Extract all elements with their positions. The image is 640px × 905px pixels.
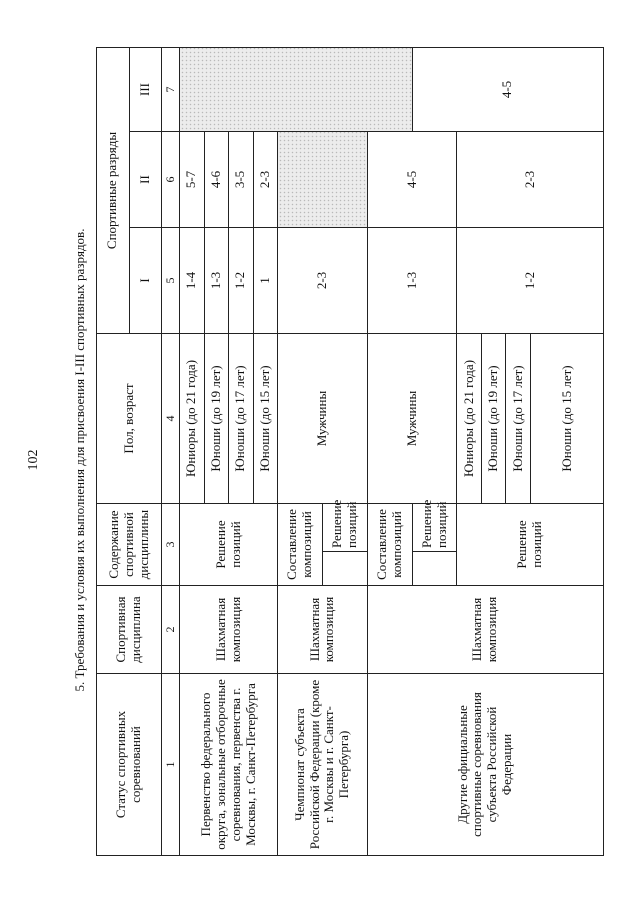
header-status bbox=[97, 674, 162, 856]
gender-age-cell: Юноши (до 19 лет) bbox=[481, 334, 505, 504]
discipline-cell: Шахматная композиция bbox=[180, 586, 278, 674]
header-rank-1: I bbox=[129, 228, 162, 334]
rank-1-cell: 1-3 bbox=[204, 228, 228, 334]
gender-age-cell: Мужчины bbox=[367, 334, 457, 504]
column-number-7: 7 bbox=[162, 47, 180, 131]
header-content-label: Содержание спортивной дисциплины bbox=[105, 509, 151, 580]
rank-1-cell: 1-2 bbox=[229, 228, 253, 334]
content-cell: Составление композиций bbox=[367, 504, 412, 586]
header-row bbox=[97, 47, 130, 855]
rank-2-shaded-cell bbox=[278, 132, 368, 228]
column-number-4: 4 bbox=[162, 334, 180, 504]
rank-3-shaded-cell bbox=[180, 47, 412, 131]
content-indent-cell bbox=[322, 552, 367, 586]
column-number-3: 3 bbox=[162, 504, 180, 586]
rank-1-cell: 1 bbox=[253, 228, 277, 334]
gender-age-cell: Юноши (до 19 лет) bbox=[204, 334, 228, 504]
rank-2-cell: 4-6 bbox=[204, 132, 228, 228]
header-status-label: Статус спортивных соревнований bbox=[113, 710, 144, 819]
column-number-6: 6 bbox=[162, 132, 180, 228]
rank-2-cell: 4-5 bbox=[367, 132, 457, 228]
header-discipline bbox=[97, 586, 162, 674]
requirements-table-container bbox=[96, 48, 604, 856]
rank-3-cell: 4-5 bbox=[412, 47, 603, 131]
column-number-row bbox=[162, 47, 180, 855]
status-cell: Другие официальные спортивные соревнования субъекта Российской Федерации bbox=[367, 674, 603, 856]
discipline-cell: Шахматная композиция bbox=[278, 586, 368, 674]
gender-age-cell: Юниоры (до 21 года) bbox=[457, 334, 481, 504]
content-cell: Решение позиций bbox=[322, 504, 367, 552]
rank-2-cell: 2-3 bbox=[457, 132, 604, 228]
rank-1-cell: 1-3 bbox=[367, 228, 457, 334]
content-cell: Составление композиций bbox=[278, 504, 323, 586]
table-row bbox=[367, 47, 412, 855]
gender-age-cell: Юноши (до 15 лет) bbox=[531, 334, 604, 504]
status-cell: Чемпионат субъекта Российской Федерации (кроме г. Москвы и г. Санкт-Петербурга) bbox=[278, 674, 368, 856]
requirements-table bbox=[96, 47, 604, 856]
content-cell: Решение позиций bbox=[412, 504, 457, 552]
content-cell: Решение позиций bbox=[457, 504, 604, 586]
gender-age-cell: Мужчины bbox=[278, 334, 368, 504]
column-number-5: 5 bbox=[162, 228, 180, 334]
header-rank-3: III bbox=[129, 47, 162, 131]
column-number-2: 2 bbox=[162, 586, 180, 674]
content-indent-cell bbox=[412, 552, 457, 586]
rank-2-cell: 5-7 bbox=[180, 132, 204, 228]
header-rank-2: II bbox=[129, 132, 162, 228]
header-gender-age bbox=[97, 334, 162, 504]
header-ranks-label: Спортивные разряды bbox=[104, 131, 120, 250]
status-cell: Первенство федерального округа, зональные отборочные соревнования, первенства г. Москвы, г. Санкт-Петербурга bbox=[180, 674, 278, 856]
header-content bbox=[97, 504, 162, 586]
gender-age-cell: Юниоры (до 21 года) bbox=[180, 334, 204, 504]
page-number: 102 bbox=[26, 449, 41, 471]
gender-age-cell: Юноши (до 17 лет) bbox=[229, 334, 253, 504]
rank-2-cell: 2-3 bbox=[253, 132, 277, 228]
table-row bbox=[278, 47, 323, 855]
column-number-1: 1 bbox=[162, 674, 180, 856]
gender-age-cell: Юноши (до 17 лет) bbox=[506, 334, 531, 504]
content-cell: Решение позиций bbox=[180, 504, 278, 586]
document-heading: 5. Требования и условия их выполнения для присвоения I-III спортивных разрядов. bbox=[72, 228, 87, 692]
header-gender-age-label: Пол, возраст bbox=[120, 383, 136, 454]
rank-1-cell: 1-4 bbox=[180, 228, 204, 334]
header-discipline-label: Спортивная дисциплина bbox=[113, 596, 144, 663]
gender-age-cell: Юноши (до 15 лет) bbox=[253, 334, 277, 504]
table-row bbox=[180, 47, 204, 855]
discipline-cell: Шахматная композиция bbox=[367, 586, 603, 674]
rank-2-cell: 3-5 bbox=[229, 132, 253, 228]
rank-1-cell: 1-2 bbox=[457, 228, 604, 334]
header-ranks bbox=[97, 47, 130, 333]
rank-1-cell: 2-3 bbox=[278, 228, 368, 334]
